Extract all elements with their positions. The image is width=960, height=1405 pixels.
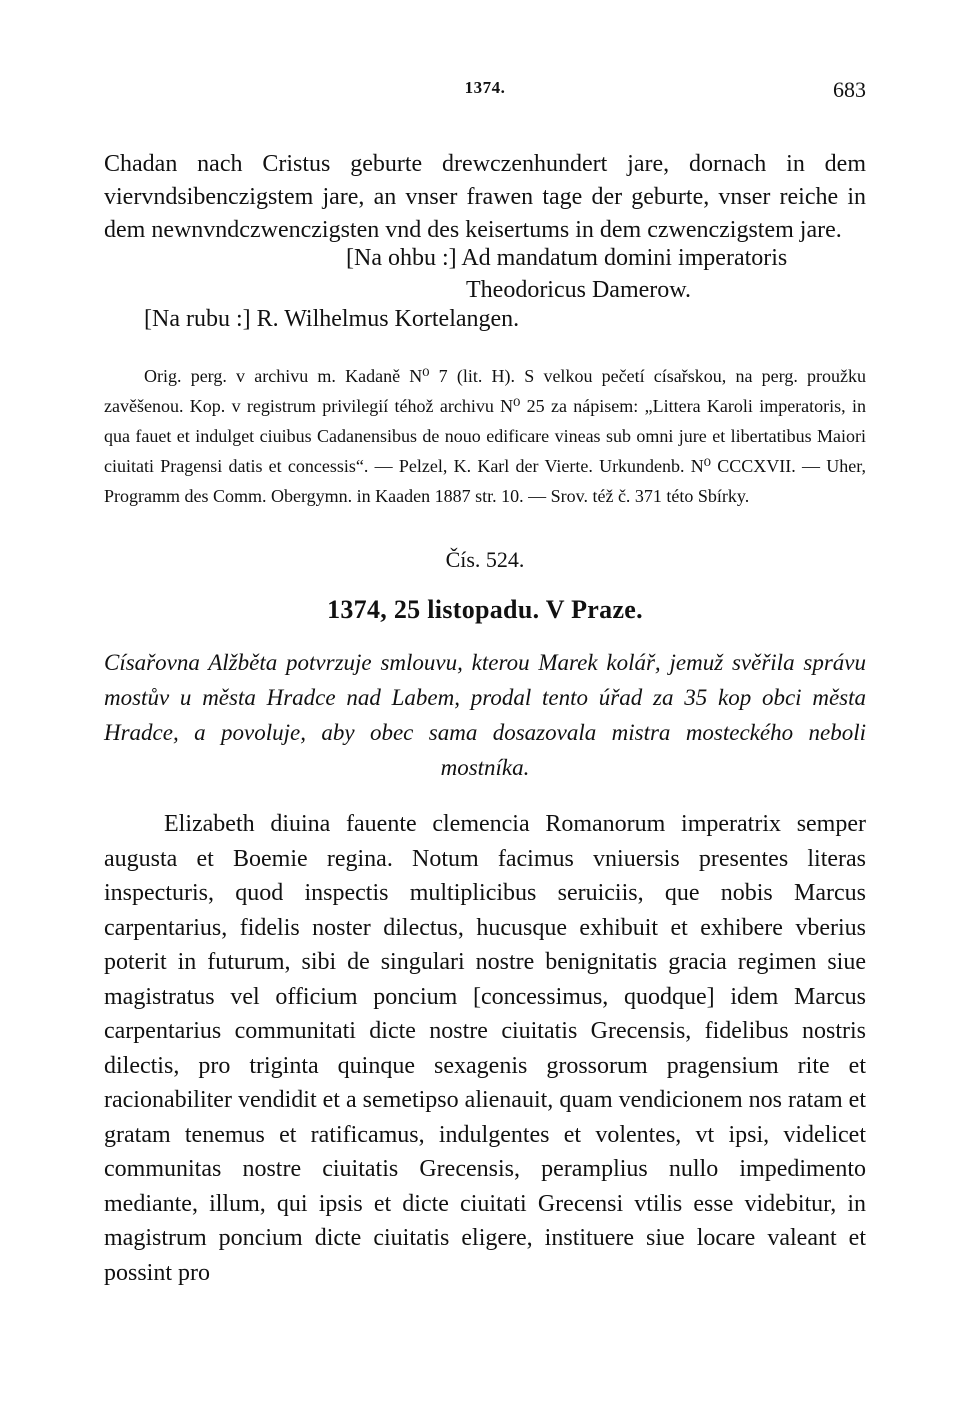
regest-paragraph: Císařovna Alžběta potvrzuje smlouvu, kterou Marek kolář, jemuž svěřila správu mostův u města Hradce nad Labem, prodal tento úřad za 35 kop obci města Hradce, a povoluje, aby obec sama dosazovala mistra mosteckého neboli mostníka. [104, 650, 866, 780]
body-paragraph: Elizabeth diuina fauente clemencia Romanorum imperatrix semper augusta et Boemie regina. Notum facimus vniuersis presentes literas inspecturis, quod inspectis multiplicibus seruiciis, que nobis Marcus carpentarius, fidelis noster dilectus, hucusque exhibuit et exhibere vberius poterit in futurum, sibi de singulari nostre benignitatis gracia regimen siue magistratus vel officium poncium [concessimus, quodque] idem Marcus carpentarius communitati dicte nostre ciuitatis Grecensis, fidelibus nostris dilectis, pro triginta quinque sexagenis grossorum pragensium rite et racionabiliter vendidit et a semetipso alienauit, quam vendicionem nos ratam et gratam tenemus et ratificamus, indulgentes et volentes, vt ipsi, videlicet communitas nostre ciuitatis Grecensis, peramplius nullo impedimento mediante, illum, qui ipsis et dicte ciuitati Grecensi vtilis esse videbitur, in magistrum poncium dicte ciuitatis eligere, instituere siue locare valeant et possint pro [104, 811, 866, 1286]
page [104, 78, 866, 1290]
endorsement-recto: [Na rubu :] R. Wilhelmus Kortelangen. [144, 306, 520, 332]
document-regest [104, 645, 866, 785]
endorsement-signature: Theodoricus Damerow. [466, 277, 692, 303]
archival-notes [104, 361, 866, 511]
charter-paragraph: Chadan nach Cristus geburte drewczenhundert jare, dornach in dem viervndsibenczigstem jare, an vnser frawen tage der geburte, vnser reiche in dem newnvndczwenczigsten vnd des keisertums in dem czwenczigstem jare. [104, 151, 866, 243]
previous-charter-ending [104, 148, 866, 247]
document-date-place: 1374, 25 listopadu. V Praze. [327, 595, 643, 624]
endorsement-verso: [Na ohbu :] Ad mandatum domini imperatoris [346, 245, 788, 271]
page-header [104, 78, 866, 104]
document-body [104, 807, 866, 1290]
running-head-year: 1374. [464, 78, 506, 97]
page-number: 683 [833, 77, 866, 102]
endorsements [104, 247, 866, 337]
notes-paragraph: Orig. perg. v archivu m. Kadaně N⁰ 7 (lit. H). S velkou pečetí císařskou, na perg. proužku zavěšenou. Kop. v registrum privilegií téhož archivu N⁰ 25 za nápisem: „Littera Karoli imperatoris, in qua fauet et indulget ciuibus Cadanensibus de nouo edificare vineas sub omni jure et libertatibus Maiori ciuitati Pragensi datis et concessis“. — Pelzel, K. Karl der Vierte. Urkundenb. N⁰ CCCXVII. — Uher, Programm des Comm. Obergymn. in Kaaden 1887 str. 10. — Srov. též č. 371 této Sbírky. [104, 366, 866, 506]
document-number: Čís. 524. [445, 547, 525, 572]
